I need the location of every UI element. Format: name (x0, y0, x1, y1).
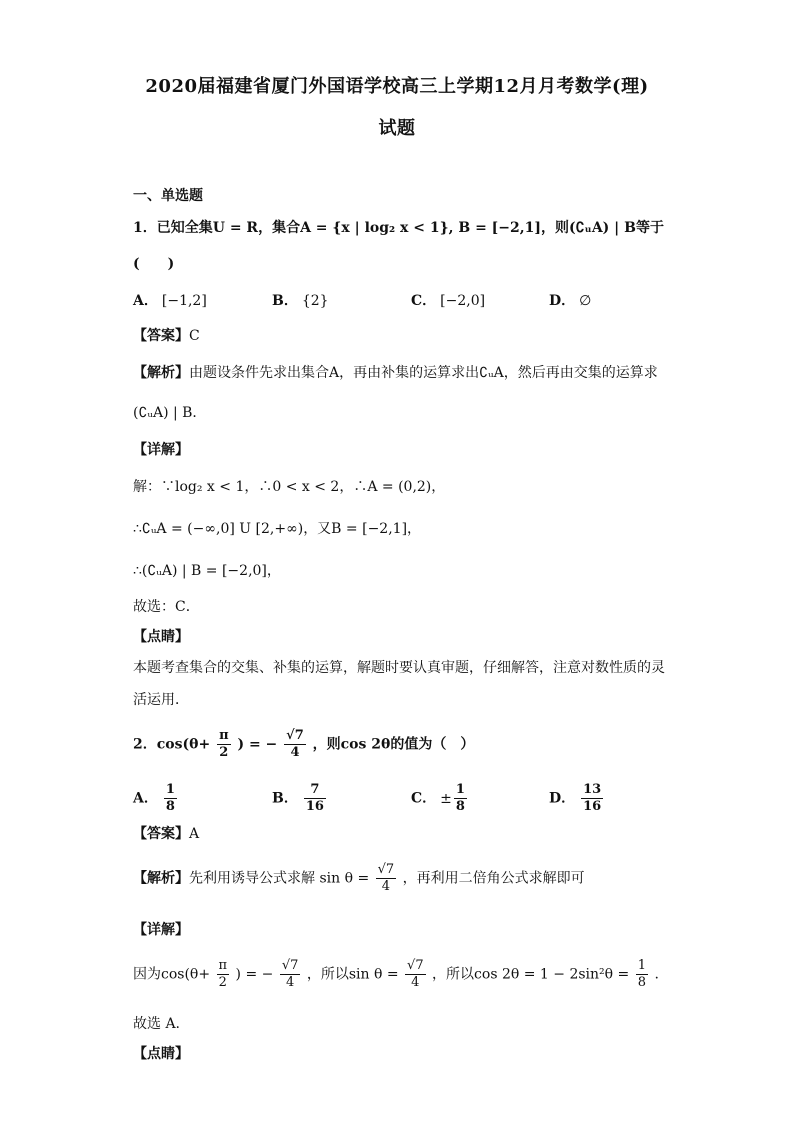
q2-option-a: A． $\frac{1}{8}$ (133, 782, 175, 814)
q2-stem: 2．cos(θ+ $\frac{\pi}{2}$ ) = − $\frac{√7}{4}$ ，则cos 2θ的值为（ ） (133, 728, 475, 760)
q1-comment-line1: 本题考查集合的交集、补集的运算，解题时要认真审题，仔细解答，注意对数性质的灵 (133, 660, 665, 676)
q2-stem-pi-fraction: $\frac{\pi}{2}$ (219, 728, 229, 760)
section-heading: 一、单选题 (133, 188, 203, 204)
q2-answer: 【答案】A (133, 826, 200, 842)
q2-comment-heading: 【点睛】 (133, 1046, 189, 1062)
q1-detail-line2: ∴∁ᵤA = (−∞,0] U [2,+∞)，又B = [−2,1]， (133, 521, 422, 537)
q1-option-a: A． [−1,2] (133, 293, 207, 309)
q2-detail-heading: 【详解】 (133, 922, 189, 938)
q1-detail-line1: 解：∵log₂ x < 1，∴0 < x < 2，∴A = (0,2)， (133, 479, 446, 495)
q1-answer: 【答案】C (133, 328, 200, 344)
q2-stem-sqrt-fraction: $\frac{√7}{4}$ (286, 728, 304, 760)
doc-title-line1: 2020届福建省厦门外国语学校高三上学期12月月考数学(理) (145, 76, 649, 97)
q1-analysis: 【解析】由题设条件先求出集合A，再由补集的运算求出∁ᵤA，然后再由交集的运算求 (133, 365, 658, 381)
q2-analysis: 【解析】先利用诱导公式求解 sin θ = $\frac{√7}{4}$ ，再利用二倍角公式求解即可 (133, 862, 585, 894)
q1-option-c: C． [−2,0] (411, 293, 486, 309)
q2-option-d: D． $\frac{13}{16}$ (549, 782, 602, 814)
q2-option-b: B． $\frac{7}{16}$ (272, 782, 324, 814)
q1-analysis-cont: (∁ᵤA) | B． (133, 405, 207, 421)
q1-detail-line4: 故选：C． (133, 599, 200, 615)
q1-detail-line3: ∴(∁ᵤA) | B = [−2,0]， (133, 563, 281, 579)
q2-option-c: C． ± $\frac{1}{8}$ (411, 782, 465, 814)
q1-comment-line2: 活运用． (133, 692, 189, 708)
q1-stem: 1．已知全集U = R，集合A = {x | log₂ x < 1}, B = [−2,1]，则(∁ᵤA) | B等于 (133, 220, 664, 236)
q2-detail-conclusion: 故选 A. (133, 1016, 181, 1032)
q1-comment-heading: 【点睛】 (133, 629, 189, 645)
q1-detail-heading: 【详解】 (133, 442, 189, 458)
doc-title-line2: 试题 (378, 118, 416, 139)
q1-option-d: D． ∅ (549, 293, 592, 309)
q1-option-b: B． {2} (272, 293, 329, 309)
q2-detail-line: 因为cos(θ+ $\frac{\pi}{2}$ ) = − $\frac{√7}{4}$ ，所以sin θ = $\frac{√7}{4}$ ，所以cos 2θ = 1 − 2sin²θ = $\frac{1}{8}$ . (133, 958, 659, 990)
q1-paren: ( ) (133, 256, 175, 272)
